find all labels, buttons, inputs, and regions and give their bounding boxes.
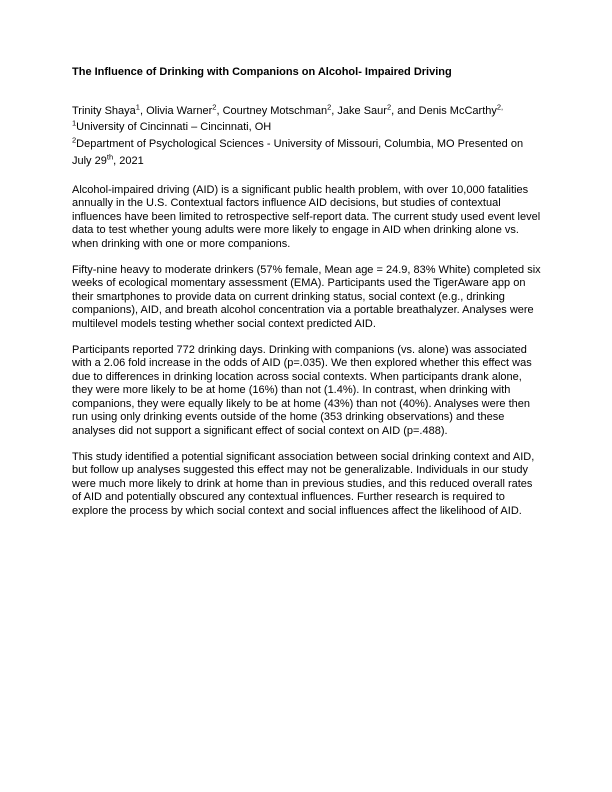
author-name: Trinity Shaya bbox=[72, 105, 136, 117]
author-superscript: 1 bbox=[135, 102, 140, 112]
abstract-paragraph-3: Participants reported 772 drinking days. Drinking with companions (vs. alone) was associated with a 2.06 fold increase in the odds of AID (p=.035). We then explored whether this effect was due to differences in drinking location across social contexts. When participants drank alone, they were more likely to be at home (16%) than not (1.4%). In contrast, when drinking with companions, they were equally likely to be at home (43%) than not (40%). Analyses were then run using only drinking events outside of the home (353 drinking observations) and these analyses did not support a significant effect of social context on AID (p=.488). bbox=[72, 344, 532, 437]
author-name: , Jake Saur bbox=[331, 105, 387, 117]
ordinal-superscript: th bbox=[106, 152, 114, 162]
author-superscript: 2 bbox=[386, 102, 392, 112]
affiliation-text: University of Cincinnati – Cincinnati, OH bbox=[76, 121, 272, 133]
author-line bbox=[72, 103, 542, 119]
author-name: , Courtney Motschman bbox=[216, 105, 328, 117]
author-superscript: 2, bbox=[496, 102, 504, 112]
abstract-paragraph-4: This study identified a potential significant association between social drinking context and AID, but follow up analyses suggested this effect may not be generalizable. Individuals in our study were much more likely to drink at home than in previous studies, and this reduced overall rates of AID and potentially obscured any contextual influences. Further research is required to explore the process by which social context and social influences affect the likelihood of AID. bbox=[72, 450, 535, 517]
paper-title: The Influence of Drinking with Companions on Alcohol- Impaired Driving bbox=[72, 66, 452, 78]
abstract-paragraph-1: Alcohol-impaired driving (AID) is a significant public health problem, with over 10,000 fatalities annually in the U.S. Contextual factors influence AID decisions, but studies of contextual influences have been limited to retrospective self-report data. The current study used event level data to test whether young adults were more likely to engage in AID when drinking alone vs. when drinking with one or more companions. bbox=[72, 184, 541, 250]
author-name: , Olivia Warner bbox=[139, 105, 213, 117]
author-superscript: 2 bbox=[212, 102, 217, 112]
abstract-paragraph-2: Fifty-nine heavy to moderate drinkers (57% female, Mean age = 24.9, 83% White) completed six weeks of ecological momentary assessment (EMA). Participants used the TigerAware app on their smartphones to provide data on current drinking status, social context (e.g., drinking companions), AID, and breath alcohol concentration via a portable breathalyzer. Analyses were multilevel models testing whether social context predicted AID. bbox=[72, 264, 541, 330]
affiliation-2 bbox=[72, 136, 542, 170]
affiliation-text: Department of Psychological Sciences - University of Missouri, Columbia, MO Presented on July 29 bbox=[72, 138, 524, 167]
affiliation-superscript: 2 bbox=[72, 135, 77, 145]
author-name: , and Denis McCarthy bbox=[391, 105, 497, 117]
affiliation-text: , 2021 bbox=[113, 155, 144, 167]
affiliation-superscript: 1 bbox=[72, 118, 77, 128]
affiliation-1 bbox=[72, 119, 542, 136]
author-superscript: 2 bbox=[327, 102, 332, 112]
